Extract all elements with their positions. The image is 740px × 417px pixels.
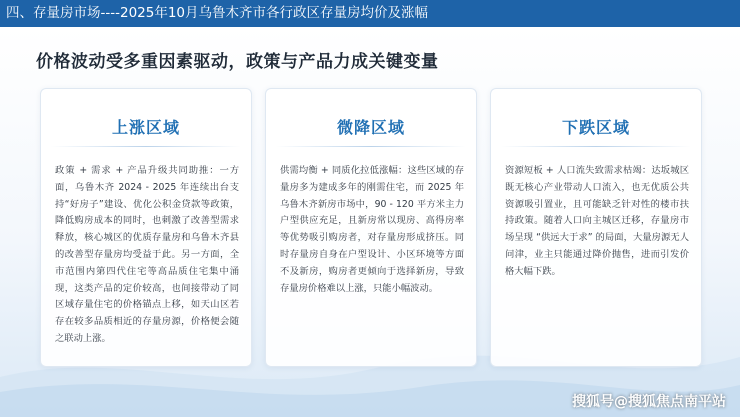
card-rising-area bbox=[40, 88, 252, 367]
card-slight-decline-area bbox=[265, 88, 477, 367]
card-title: 微降区域 bbox=[336, 118, 405, 137]
source-watermark: 搜狐号@搜狐焦点南平站 bbox=[572, 394, 726, 410]
card-falling-area bbox=[490, 88, 702, 367]
card-divider bbox=[501, 146, 691, 147]
card-body: 供需均衡 + 同质化拉低涨幅：这些区域的存量房多为建成多年的刚需住宅，而 2025 年乌鲁木齐新房市场中，90 - 120 平方米主力户型供应充足，且新房常以现房、高得房率等优势吸引购房者，对存量房形成挤压。同时存量房自身在户型设计、小区环境等方面不及新房，购房者更倾向于选择新房，导致存量房价格难以上涨，只能小幅波动。 bbox=[280, 165, 464, 294]
card-divider bbox=[51, 146, 241, 147]
slide-heading: 价格波动受多重因素驱动，政策与产品力成关键变量 bbox=[36, 52, 439, 72]
card-title: 上涨区域 bbox=[111, 118, 180, 137]
section-title: 四、存量房市场----2025年10月乌鲁木齐市各行政区存量房均价及涨幅 bbox=[6, 5, 429, 21]
card-body: 资源短板 + 人口流失致需求枯竭：达坂城区既无核心产业带动人口流入，也无优质公共资源吸引置业，且可能缺乏针对性的楼市扶持政策。随着人口向主城区迁移，存量房市场呈现 “供远大于求” 的局面，大量房源无人问津，业主只能通过降价抛售，进而引发价格大幅下跌。 bbox=[505, 165, 689, 277]
section-banner bbox=[0, 0, 740, 27]
card-divider bbox=[276, 146, 466, 147]
card-title: 下跌区域 bbox=[561, 118, 630, 137]
card-body: 政策 + 需求 + 产品升级共同助推：一方面，乌鲁木齐 2024 - 2025 年连续出台支持“好房子”建设、优化公积金贷款等政策，降低购房成本的同时，也刺激了改善型需求释放，核心城区的优质存量房和乌鲁木齐县的改善型存量房均受益于此。另一方面，全市范围内第四代住宅等高品质住宅集中涌现，这类产品的定价较高，也间接带动了同区域存量住宅的价格锚点上移，如天山区若存在较多品质相近的存量房源，价格便会随之联动上涨。 bbox=[55, 165, 239, 344]
